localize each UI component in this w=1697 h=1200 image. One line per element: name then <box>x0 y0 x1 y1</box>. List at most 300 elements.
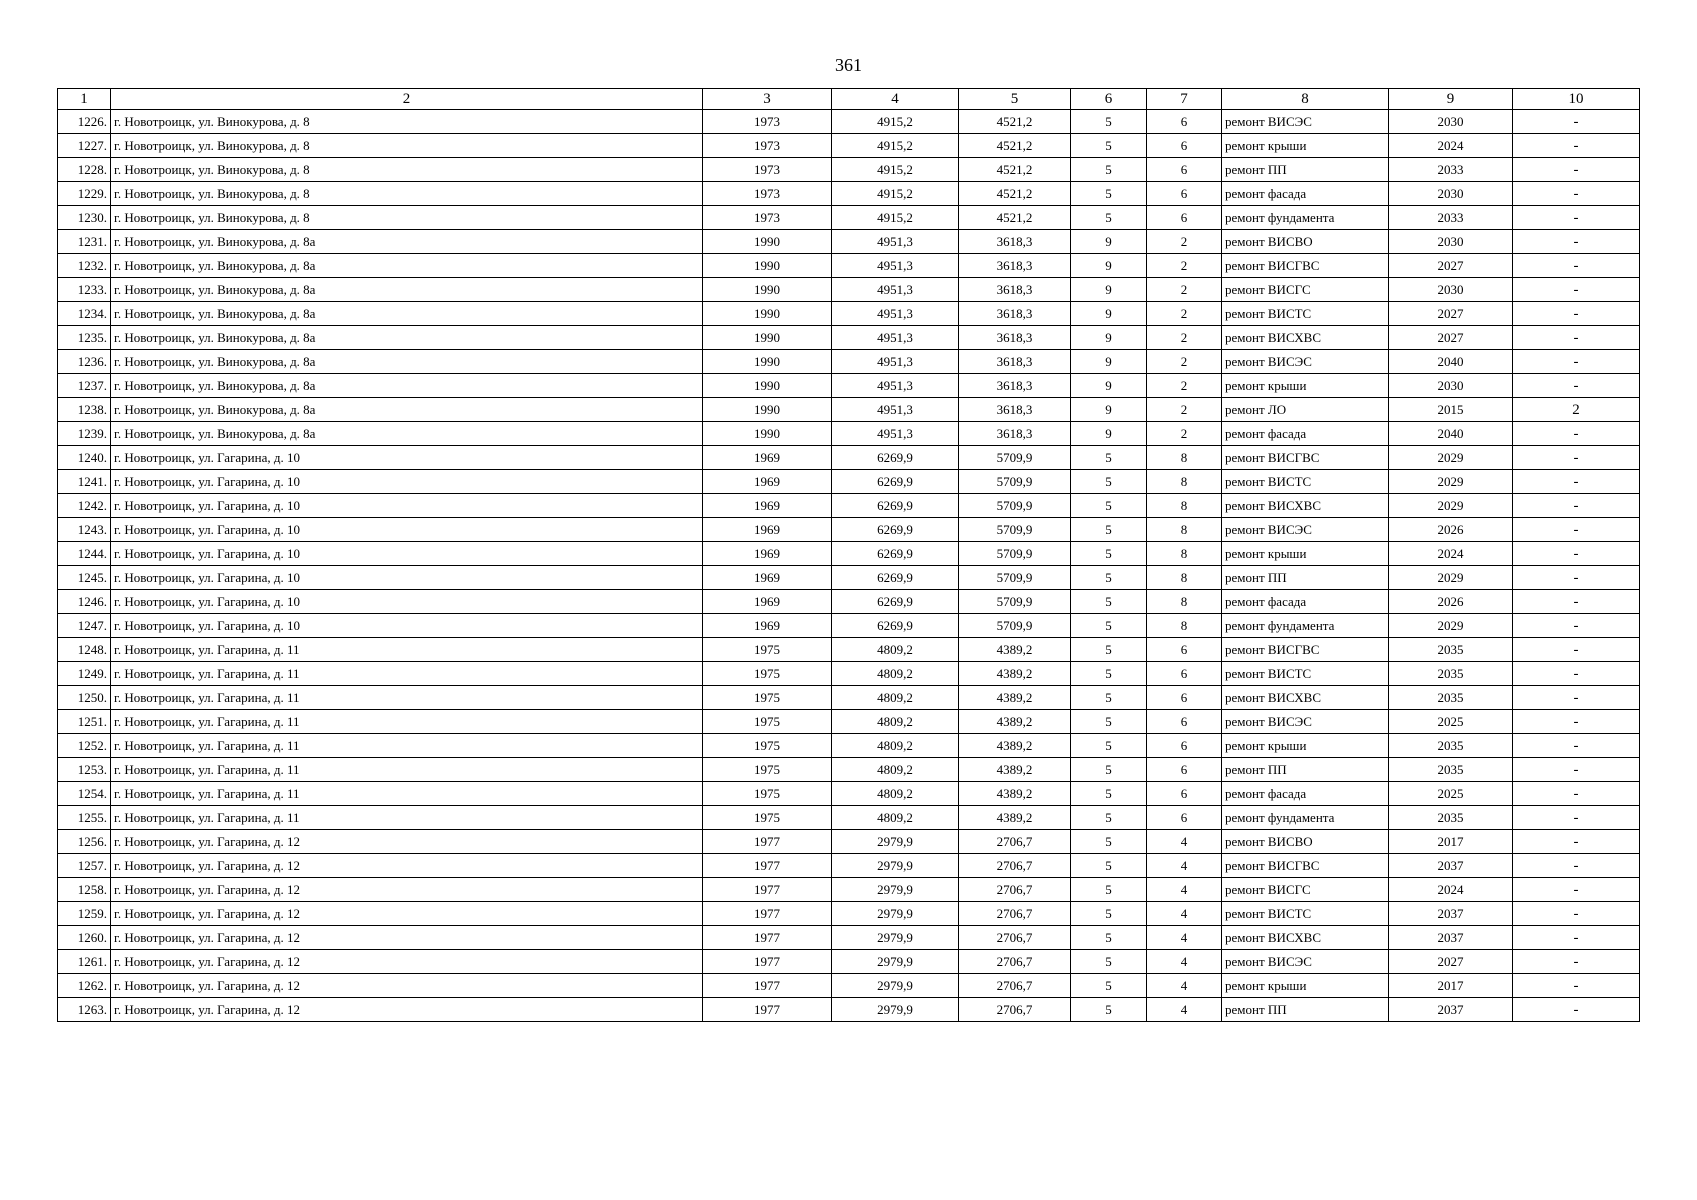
work-type-cell: ремонт крыши <box>1222 374 1389 398</box>
total-area-cell: 4951,3 <box>832 230 959 254</box>
total-area-cell: 4915,2 <box>832 134 959 158</box>
living-area-cell: 4521,2 <box>959 158 1071 182</box>
extra-cell: - <box>1513 686 1640 710</box>
build-year-cell: 1977 <box>703 830 832 854</box>
planned-year-cell: 2033 <box>1389 158 1513 182</box>
floors-cell: 5 <box>1071 494 1147 518</box>
table-row <box>58 470 1640 494</box>
living-area-cell: 2706,7 <box>959 950 1071 974</box>
living-area-cell: 3618,3 <box>959 302 1071 326</box>
extra-cell: - <box>1513 806 1640 830</box>
total-area-cell: 6269,9 <box>832 614 959 638</box>
living-area-cell: 3618,3 <box>959 278 1071 302</box>
living-area-cell: 3618,3 <box>959 326 1071 350</box>
build-year-cell: 1975 <box>703 686 832 710</box>
extra-cell: - <box>1513 878 1640 902</box>
address-cell: г. Новотроицк, ул. Гагарина, д. 10 <box>111 614 703 638</box>
floors-cell: 5 <box>1071 758 1147 782</box>
planned-year-cell: 2037 <box>1389 926 1513 950</box>
planned-year-cell: 2035 <box>1389 686 1513 710</box>
table-header-row <box>58 89 1640 110</box>
planned-year-cell: 2025 <box>1389 782 1513 806</box>
total-area-cell: 2979,9 <box>832 902 959 926</box>
work-type-cell: ремонт ВИСТС <box>1222 902 1389 926</box>
address-cell: г. Новотроицк, ул. Гагарина, д. 11 <box>111 806 703 830</box>
floors-cell: 9 <box>1071 398 1147 422</box>
extra-cell: - <box>1513 254 1640 278</box>
entrances-cell: 6 <box>1147 110 1222 134</box>
extra-cell: - <box>1513 974 1640 998</box>
row-number-cell: 1235. <box>58 326 111 350</box>
floors-cell: 5 <box>1071 614 1147 638</box>
address-cell: г. Новотроицк, ул. Винокурова, д. 8 <box>111 182 703 206</box>
address-cell: г. Новотроицк, ул. Гагарина, д. 10 <box>111 542 703 566</box>
extra-cell: - <box>1513 854 1640 878</box>
floors-cell: 5 <box>1071 686 1147 710</box>
planned-year-cell: 2026 <box>1389 590 1513 614</box>
extra-cell: - <box>1513 734 1640 758</box>
extra-cell: - <box>1513 950 1640 974</box>
total-area-cell: 4809,2 <box>832 734 959 758</box>
entrances-cell: 8 <box>1147 566 1222 590</box>
build-year-cell: 1990 <box>703 398 832 422</box>
extra-cell: - <box>1513 134 1640 158</box>
total-area-cell: 2979,9 <box>832 878 959 902</box>
extra-cell: - <box>1513 422 1640 446</box>
living-area-cell: 3618,3 <box>959 230 1071 254</box>
living-area-cell: 5709,9 <box>959 590 1071 614</box>
extra-cell: - <box>1513 710 1640 734</box>
extra-cell: - <box>1513 998 1640 1022</box>
row-number-cell: 1232. <box>58 254 111 278</box>
total-area-cell: 4951,3 <box>832 278 959 302</box>
living-area-cell: 2706,7 <box>959 854 1071 878</box>
total-area-cell: 4809,2 <box>832 638 959 662</box>
build-year-cell: 1975 <box>703 662 832 686</box>
address-cell: г. Новотроицк, ул. Гагарина, д. 12 <box>111 902 703 926</box>
build-year-cell: 1973 <box>703 110 832 134</box>
page-number: 361 <box>835 55 862 75</box>
work-type-cell: ремонт крыши <box>1222 974 1389 998</box>
table-row <box>58 590 1640 614</box>
address-cell: г. Новотроицк, ул. Винокурова, д. 8а <box>111 398 703 422</box>
total-area-cell: 4951,3 <box>832 350 959 374</box>
row-number-cell: 1247. <box>58 614 111 638</box>
row-number-cell: 1240. <box>58 446 111 470</box>
build-year-cell: 1977 <box>703 950 832 974</box>
row-number-cell: 1245. <box>58 566 111 590</box>
table-row <box>58 974 1640 998</box>
floors-cell: 9 <box>1071 302 1147 326</box>
row-number-cell: 1243. <box>58 518 111 542</box>
floors-cell: 5 <box>1071 542 1147 566</box>
column-header: 9 <box>1389 89 1513 110</box>
entrances-cell: 2 <box>1147 398 1222 422</box>
build-year-cell: 1990 <box>703 278 832 302</box>
floors-cell: 5 <box>1071 710 1147 734</box>
column-header: 10 <box>1513 89 1640 110</box>
build-year-cell: 1975 <box>703 758 832 782</box>
planned-year-cell: 2027 <box>1389 302 1513 326</box>
table-row <box>58 182 1640 206</box>
entrances-cell: 2 <box>1147 230 1222 254</box>
build-year-cell: 1990 <box>703 254 832 278</box>
row-number-cell: 1253. <box>58 758 111 782</box>
table-row <box>58 374 1640 398</box>
total-area-cell: 4809,2 <box>832 686 959 710</box>
work-type-cell: ремонт крыши <box>1222 134 1389 158</box>
row-number-cell: 1254. <box>58 782 111 806</box>
address-cell: г. Новотроицк, ул. Винокурова, д. 8а <box>111 254 703 278</box>
table-row <box>58 542 1640 566</box>
living-area-cell: 5709,9 <box>959 446 1071 470</box>
work-type-cell: ремонт ВИСЭС <box>1222 518 1389 542</box>
planned-year-cell: 2029 <box>1389 614 1513 638</box>
row-number-cell: 1251. <box>58 710 111 734</box>
build-year-cell: 1969 <box>703 494 832 518</box>
floors-cell: 5 <box>1071 638 1147 662</box>
living-area-cell: 4389,2 <box>959 758 1071 782</box>
row-number-cell: 1258. <box>58 878 111 902</box>
repair-schedule-table <box>57 88 1640 1022</box>
floors-cell: 9 <box>1071 326 1147 350</box>
floors-cell: 9 <box>1071 422 1147 446</box>
work-type-cell: ремонт ВИСХВС <box>1222 494 1389 518</box>
total-area-cell: 4809,2 <box>832 710 959 734</box>
build-year-cell: 1969 <box>703 470 832 494</box>
build-year-cell: 1975 <box>703 782 832 806</box>
floors-cell: 9 <box>1071 254 1147 278</box>
planned-year-cell: 2027 <box>1389 326 1513 350</box>
work-type-cell: ремонт ВИСГВС <box>1222 446 1389 470</box>
entrances-cell: 4 <box>1147 950 1222 974</box>
extra-cell: - <box>1513 110 1640 134</box>
living-area-cell: 4389,2 <box>959 662 1071 686</box>
table-row <box>58 134 1640 158</box>
planned-year-cell: 2029 <box>1389 566 1513 590</box>
work-type-cell: ремонт крыши <box>1222 734 1389 758</box>
entrances-cell: 2 <box>1147 350 1222 374</box>
living-area-cell: 2706,7 <box>959 830 1071 854</box>
entrances-cell: 2 <box>1147 254 1222 278</box>
row-number-cell: 1260. <box>58 926 111 950</box>
build-year-cell: 1975 <box>703 734 832 758</box>
build-year-cell: 1990 <box>703 302 832 326</box>
entrances-cell: 2 <box>1147 326 1222 350</box>
address-cell: г. Новотроицк, ул. Гагарина, д. 11 <box>111 638 703 662</box>
build-year-cell: 1969 <box>703 614 832 638</box>
floors-cell: 9 <box>1071 278 1147 302</box>
table-row <box>58 350 1640 374</box>
entrances-cell: 6 <box>1147 158 1222 182</box>
address-cell: г. Новотроицк, ул. Гагарина, д. 12 <box>111 854 703 878</box>
extra-cell: - <box>1513 590 1640 614</box>
living-area-cell: 2706,7 <box>959 902 1071 926</box>
column-header: 2 <box>111 89 703 110</box>
table-row <box>58 614 1640 638</box>
total-area-cell: 4951,3 <box>832 374 959 398</box>
floors-cell: 9 <box>1071 374 1147 398</box>
planned-year-cell: 2035 <box>1389 734 1513 758</box>
entrances-cell: 6 <box>1147 758 1222 782</box>
floors-cell: 5 <box>1071 182 1147 206</box>
floors-cell: 5 <box>1071 878 1147 902</box>
column-header: 1 <box>58 89 111 110</box>
work-type-cell: ремонт ВИСГВС <box>1222 254 1389 278</box>
planned-year-cell: 2035 <box>1389 806 1513 830</box>
table-row <box>58 950 1640 974</box>
entrances-cell: 8 <box>1147 446 1222 470</box>
address-cell: г. Новотроицк, ул. Гагарина, д. 12 <box>111 950 703 974</box>
table-row <box>58 518 1640 542</box>
work-type-cell: ремонт ВИСХВС <box>1222 686 1389 710</box>
extra-cell: - <box>1513 638 1640 662</box>
row-number-cell: 1250. <box>58 686 111 710</box>
planned-year-cell: 2029 <box>1389 446 1513 470</box>
work-type-cell: ремонт ВИСЭС <box>1222 110 1389 134</box>
work-type-cell: ремонт ВИСВО <box>1222 830 1389 854</box>
total-area-cell: 4951,3 <box>832 326 959 350</box>
build-year-cell: 1975 <box>703 806 832 830</box>
living-area-cell: 4521,2 <box>959 134 1071 158</box>
extra-cell: - <box>1513 518 1640 542</box>
address-cell: г. Новотроицк, ул. Гагарина, д. 12 <box>111 878 703 902</box>
planned-year-cell: 2015 <box>1389 398 1513 422</box>
floors-cell: 5 <box>1071 590 1147 614</box>
planned-year-cell: 2024 <box>1389 542 1513 566</box>
row-number-cell: 1256. <box>58 830 111 854</box>
address-cell: г. Новотроицк, ул. Винокурова, д. 8а <box>111 302 703 326</box>
planned-year-cell: 2033 <box>1389 206 1513 230</box>
work-type-cell: ремонт ПП <box>1222 566 1389 590</box>
work-type-cell: ремонт фасада <box>1222 422 1389 446</box>
entrances-cell: 6 <box>1147 710 1222 734</box>
total-area-cell: 4951,3 <box>832 422 959 446</box>
extra-cell: 2 <box>1513 398 1640 422</box>
extra-cell: - <box>1513 374 1640 398</box>
planned-year-cell: 2030 <box>1389 374 1513 398</box>
living-area-cell: 5709,9 <box>959 494 1071 518</box>
table-row <box>58 782 1640 806</box>
address-cell: г. Новотроицк, ул. Гагарина, д. 11 <box>111 662 703 686</box>
total-area-cell: 6269,9 <box>832 542 959 566</box>
planned-year-cell: 2035 <box>1389 638 1513 662</box>
table-row <box>58 206 1640 230</box>
entrances-cell: 6 <box>1147 662 1222 686</box>
total-area-cell: 4951,3 <box>832 254 959 278</box>
table-row <box>58 878 1640 902</box>
planned-year-cell: 2017 <box>1389 830 1513 854</box>
work-type-cell: ремонт ВИСГВС <box>1222 638 1389 662</box>
floors-cell: 5 <box>1071 998 1147 1022</box>
row-number-cell: 1259. <box>58 902 111 926</box>
column-header: 5 <box>959 89 1071 110</box>
living-area-cell: 2706,7 <box>959 926 1071 950</box>
living-area-cell: 2706,7 <box>959 878 1071 902</box>
entrances-cell: 8 <box>1147 470 1222 494</box>
entrances-cell: 4 <box>1147 830 1222 854</box>
extra-cell: - <box>1513 782 1640 806</box>
row-number-cell: 1237. <box>58 374 111 398</box>
row-number-cell: 1226. <box>58 110 111 134</box>
total-area-cell: 6269,9 <box>832 494 959 518</box>
extra-cell: - <box>1513 446 1640 470</box>
living-area-cell: 3618,3 <box>959 374 1071 398</box>
work-type-cell: ремонт ВИСХВС <box>1222 926 1389 950</box>
row-number-cell: 1238. <box>58 398 111 422</box>
extra-cell: - <box>1513 566 1640 590</box>
planned-year-cell: 2029 <box>1389 470 1513 494</box>
address-cell: г. Новотроицк, ул. Гагарина, д. 10 <box>111 566 703 590</box>
extra-cell: - <box>1513 614 1640 638</box>
build-year-cell: 1969 <box>703 518 832 542</box>
row-number-cell: 1255. <box>58 806 111 830</box>
address-cell: г. Новотроицк, ул. Гагарина, д. 10 <box>111 470 703 494</box>
address-cell: г. Новотроицк, ул. Гагарина, д. 10 <box>111 494 703 518</box>
work-type-cell: ремонт фасада <box>1222 182 1389 206</box>
floors-cell: 5 <box>1071 806 1147 830</box>
column-header: 6 <box>1071 89 1147 110</box>
work-type-cell: ремонт ПП <box>1222 158 1389 182</box>
address-cell: г. Новотроицк, ул. Гагарина, д. 12 <box>111 830 703 854</box>
address-cell: г. Новотроицк, ул. Гагарина, д. 12 <box>111 926 703 950</box>
column-header: 8 <box>1222 89 1389 110</box>
living-area-cell: 5709,9 <box>959 614 1071 638</box>
planned-year-cell: 2025 <box>1389 710 1513 734</box>
row-number-cell: 1263. <box>58 998 111 1022</box>
entrances-cell: 6 <box>1147 638 1222 662</box>
work-type-cell: ремонт ВИСВО <box>1222 230 1389 254</box>
row-number-cell: 1233. <box>58 278 111 302</box>
work-type-cell: ремонт ВИСЭС <box>1222 950 1389 974</box>
floors-cell: 5 <box>1071 926 1147 950</box>
row-number-cell: 1236. <box>58 350 111 374</box>
build-year-cell: 1973 <box>703 182 832 206</box>
floors-cell: 5 <box>1071 446 1147 470</box>
build-year-cell: 1977 <box>703 974 832 998</box>
build-year-cell: 1990 <box>703 374 832 398</box>
living-area-cell: 4389,2 <box>959 710 1071 734</box>
work-type-cell: ремонт ВИСТС <box>1222 302 1389 326</box>
floors-cell: 5 <box>1071 206 1147 230</box>
build-year-cell: 1977 <box>703 854 832 878</box>
build-year-cell: 1975 <box>703 638 832 662</box>
table-row <box>58 566 1640 590</box>
entrances-cell: 6 <box>1147 206 1222 230</box>
floors-cell: 5 <box>1071 734 1147 758</box>
entrances-cell: 8 <box>1147 590 1222 614</box>
address-cell: г. Новотроицк, ул. Гагарина, д. 10 <box>111 446 703 470</box>
build-year-cell: 1969 <box>703 446 832 470</box>
build-year-cell: 1990 <box>703 326 832 350</box>
build-year-cell: 1969 <box>703 542 832 566</box>
floors-cell: 5 <box>1071 902 1147 926</box>
living-area-cell: 5709,9 <box>959 518 1071 542</box>
row-number-cell: 1228. <box>58 158 111 182</box>
column-header: 3 <box>703 89 832 110</box>
extra-cell: - <box>1513 350 1640 374</box>
row-number-cell: 1242. <box>58 494 111 518</box>
living-area-cell: 2706,7 <box>959 974 1071 998</box>
entrances-cell: 6 <box>1147 734 1222 758</box>
floors-cell: 9 <box>1071 230 1147 254</box>
table-row <box>58 854 1640 878</box>
total-area-cell: 2979,9 <box>832 974 959 998</box>
floors-cell: 5 <box>1071 158 1147 182</box>
table-row <box>58 758 1640 782</box>
table-row <box>58 686 1640 710</box>
extra-cell: - <box>1513 302 1640 326</box>
planned-year-cell: 2030 <box>1389 110 1513 134</box>
row-number-cell: 1246. <box>58 590 111 614</box>
living-area-cell: 4521,2 <box>959 206 1071 230</box>
total-area-cell: 4809,2 <box>832 758 959 782</box>
address-cell: г. Новотроицк, ул. Винокурова, д. 8 <box>111 110 703 134</box>
address-cell: г. Новотроицк, ул. Винокурова, д. 8а <box>111 350 703 374</box>
entrances-cell: 6 <box>1147 806 1222 830</box>
work-type-cell: ремонт ВИСХВС <box>1222 326 1389 350</box>
total-area-cell: 6269,9 <box>832 566 959 590</box>
total-area-cell: 2979,9 <box>832 926 959 950</box>
column-header: 4 <box>832 89 959 110</box>
build-year-cell: 1973 <box>703 158 832 182</box>
planned-year-cell: 2024 <box>1389 134 1513 158</box>
work-type-cell: ремонт фасада <box>1222 782 1389 806</box>
total-area-cell: 4915,2 <box>832 158 959 182</box>
total-area-cell: 6269,9 <box>832 446 959 470</box>
extra-cell: - <box>1513 470 1640 494</box>
entrances-cell: 4 <box>1147 854 1222 878</box>
work-type-cell: ремонт ВИСТС <box>1222 662 1389 686</box>
address-cell: г. Новотроицк, ул. Гагарина, д. 12 <box>111 974 703 998</box>
table-row <box>58 230 1640 254</box>
table-row <box>58 662 1640 686</box>
floors-cell: 5 <box>1071 950 1147 974</box>
living-area-cell: 3618,3 <box>959 422 1071 446</box>
floors-cell: 5 <box>1071 110 1147 134</box>
entrances-cell: 6 <box>1147 782 1222 806</box>
row-number-cell: 1252. <box>58 734 111 758</box>
build-year-cell: 1977 <box>703 998 832 1022</box>
floors-cell: 5 <box>1071 134 1147 158</box>
planned-year-cell: 2029 <box>1389 494 1513 518</box>
table-row <box>58 158 1640 182</box>
table-row <box>58 734 1640 758</box>
work-type-cell: ремонт ПП <box>1222 758 1389 782</box>
table-row <box>58 254 1640 278</box>
living-area-cell: 4389,2 <box>959 806 1071 830</box>
address-cell: г. Новотроицк, ул. Винокурова, д. 8а <box>111 230 703 254</box>
table-row <box>58 638 1640 662</box>
work-type-cell: ремонт ВИСЭС <box>1222 350 1389 374</box>
work-type-cell: ремонт ВИСГС <box>1222 278 1389 302</box>
planned-year-cell: 2040 <box>1389 350 1513 374</box>
total-area-cell: 2979,9 <box>832 830 959 854</box>
planned-year-cell: 2035 <box>1389 758 1513 782</box>
planned-year-cell: 2017 <box>1389 974 1513 998</box>
extra-cell: - <box>1513 662 1640 686</box>
planned-year-cell: 2030 <box>1389 278 1513 302</box>
work-type-cell: ремонт фасада <box>1222 590 1389 614</box>
build-year-cell: 1977 <box>703 902 832 926</box>
work-type-cell: ремонт ПП <box>1222 998 1389 1022</box>
table-row <box>58 902 1640 926</box>
total-area-cell: 4809,2 <box>832 782 959 806</box>
row-number-cell: 1249. <box>58 662 111 686</box>
total-area-cell: 4809,2 <box>832 662 959 686</box>
entrances-cell: 6 <box>1147 134 1222 158</box>
living-area-cell: 2706,7 <box>959 998 1071 1022</box>
